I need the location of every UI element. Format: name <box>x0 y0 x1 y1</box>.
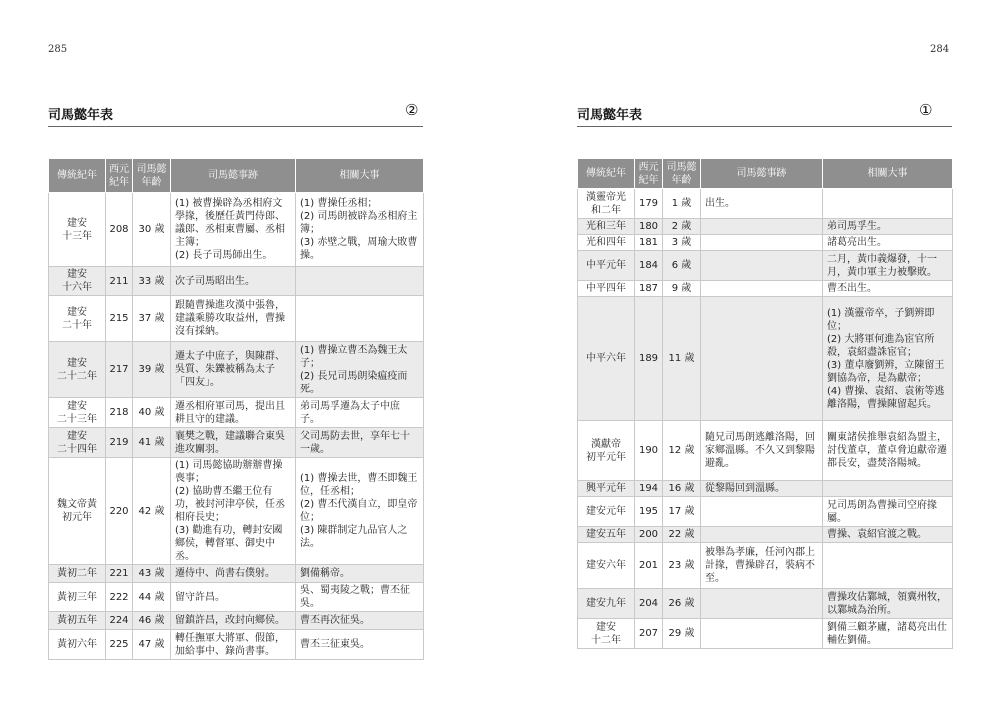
header-age: 司馬懿 年齡 <box>133 159 171 193</box>
table-row <box>49 612 424 630</box>
age-cell: 3 歲 <box>663 235 701 251</box>
table-row <box>578 219 953 235</box>
era-cell: 建安 二十三年 <box>49 398 106 428</box>
table-row <box>49 342 424 398</box>
events-cell <box>296 296 424 342</box>
events-cell: (1) 漢靈帝卒，子劉辨即位； (2) 大將軍何進為宦官所殺，袁紹盡誅宦官； (3) 董卓廢劉辨，立陳留王劉協為帝，是為獻帝； (4) 曹操、袁紹、袁術等逃離洛陽，曹操陳留起兵。 <box>823 297 953 421</box>
page-title: 司馬懿年表 <box>48 108 114 123</box>
table-row <box>49 193 424 267</box>
title-rule <box>48 126 423 127</box>
table-row <box>578 281 953 297</box>
deeds-cell <box>701 497 823 527</box>
events-cell: 兄司馬朗為曹操司空府掾屬。 <box>823 497 953 527</box>
age-cell: 9 歲 <box>663 281 701 297</box>
year-cell: 218 <box>106 398 133 428</box>
age-cell: 46 歲 <box>133 612 171 630</box>
events-cell: 關東諸侯推舉袁紹為盟主，討伐董卓，董卓脅迫獻帝遷都長安，盡焚洛陽城。 <box>823 421 953 481</box>
year-cell: 179 <box>635 189 663 219</box>
events-cell: 曹丕三征東吳。 <box>296 630 424 660</box>
title-rule <box>577 126 952 127</box>
header-year: 西元 紀年 <box>106 159 133 193</box>
era-cell: 興平元年 <box>578 481 635 497</box>
deeds-cell <box>701 251 823 281</box>
age-cell: 37 歲 <box>133 296 171 342</box>
age-cell: 22 歲 <box>663 527 701 543</box>
header-deeds: 司馬懿事跡 <box>171 159 296 193</box>
era-cell: 建安 二十年 <box>49 296 106 342</box>
events-cell: 劉備稱帝。 <box>296 565 424 583</box>
era-cell: 建安 十三年 <box>49 193 106 267</box>
events-cell: 弟司馬孚生。 <box>823 219 953 235</box>
age-cell: 26 歲 <box>663 589 701 619</box>
deeds-cell: 隨兄司馬朗逃離洛陽，回家鄉溫縣。不久又到黎陽避亂。 <box>701 421 823 481</box>
deeds-cell: 留鎮許昌，改封向鄉侯。 <box>171 612 296 630</box>
year-cell: 224 <box>106 612 133 630</box>
year-cell: 208 <box>106 193 133 267</box>
table-row <box>578 421 953 481</box>
header-deeds: 司馬懿事跡 <box>701 159 823 189</box>
chronology-table <box>577 158 953 649</box>
table-row <box>49 565 424 583</box>
deeds-cell: (1) 司馬懿協助辦辦曹操喪事； (2) 協助曹丕繼王位有功，被封河津亭侯，任丞相府長史； (3) 勸進有功，轉封安國鄉侯，轉督軍、御史中丞。 <box>171 458 296 565</box>
age-cell: 17 歲 <box>663 497 701 527</box>
year-cell: 194 <box>635 481 663 497</box>
era-cell: 黃初六年 <box>49 630 106 660</box>
year-cell: 184 <box>635 251 663 281</box>
era-cell: 建安五年 <box>578 527 635 543</box>
events-cell: 曹丕出生。 <box>823 281 953 297</box>
age-cell: 6 歲 <box>663 251 701 281</box>
era-cell: 建安 二十二年 <box>49 342 106 398</box>
era-cell: 黃初五年 <box>49 612 106 630</box>
events-cell: 曹操、袁紹官渡之戰。 <box>823 527 953 543</box>
page-title: 司馬懿年表 <box>577 108 643 123</box>
age-cell: 44 歲 <box>133 583 171 612</box>
table-row <box>49 296 424 342</box>
age-cell: 16 歲 <box>663 481 701 497</box>
age-cell: 40 歲 <box>133 398 171 428</box>
year-cell: 200 <box>635 527 663 543</box>
deeds-cell: 跟隨曹操進攻漢中張魯，建議乘勝攻取益州，曹操沒有採納。 <box>171 296 296 342</box>
deeds-cell <box>701 589 823 619</box>
era-cell: 黃初二年 <box>49 565 106 583</box>
age-cell: 41 歲 <box>133 428 171 458</box>
right-page <box>500 0 999 709</box>
year-cell: 219 <box>106 428 133 458</box>
era-cell: 中平元年 <box>578 251 635 281</box>
deeds-cell <box>701 297 823 421</box>
table-row <box>49 630 424 660</box>
age-cell: 30 歲 <box>133 193 171 267</box>
table-body <box>49 193 424 660</box>
deeds-cell: (1) 被曹操辟為丞相府文學掾，後歷任黃門侍郎、議郎、丞相東曹屬、丞相主簿； (2) 長子司馬師出生。 <box>171 193 296 267</box>
events-cell <box>296 267 424 296</box>
age-cell: 42 歲 <box>133 458 171 565</box>
header-age: 司馬懿 年齡 <box>663 159 701 189</box>
era-cell: 光和三年 <box>578 219 635 235</box>
era-cell: 建安九年 <box>578 589 635 619</box>
table-row <box>578 189 953 219</box>
events-cell: 劉備三顧茅廬，諸葛亮出仕輔佐劉備。 <box>823 619 953 649</box>
events-cell <box>823 481 953 497</box>
era-cell: 建安 十二年 <box>578 619 635 649</box>
table-row <box>578 251 953 281</box>
deeds-cell: 留守許昌。 <box>171 583 296 612</box>
deeds-cell: 遷太子中庶子，與陳群、吳質、朱鑠被稱為太子「四友」。 <box>171 342 296 398</box>
year-cell: 215 <box>106 296 133 342</box>
events-cell <box>823 543 953 589</box>
table-row <box>49 267 424 296</box>
age-cell: 33 歲 <box>133 267 171 296</box>
era-cell: 建安 二十四年 <box>49 428 106 458</box>
year-cell: 221 <box>106 565 133 583</box>
section-number: ② <box>405 101 419 119</box>
table-row <box>578 527 953 543</box>
events-cell: (1) 曹操去世，曹丕即魏王位，任丞相； (2) 曹丕代漢自立，即皇帝位； (3) 陳群制定九品官人之法。 <box>296 458 424 565</box>
deeds-cell: 遷侍中、尚書右僕射。 <box>171 565 296 583</box>
year-cell: 220 <box>106 458 133 565</box>
table-row <box>578 619 953 649</box>
table-row <box>578 481 953 497</box>
age-cell: 2 歲 <box>663 219 701 235</box>
era-cell: 漢獻帝 初平元年 <box>578 421 635 481</box>
table-row <box>49 428 424 458</box>
section-number: ① <box>919 101 933 119</box>
age-cell: 12 歲 <box>663 421 701 481</box>
events-cell: 吳、蜀夷陵之戰；曹丕征吳。 <box>296 583 424 612</box>
age-cell: 39 歲 <box>133 342 171 398</box>
age-cell: 29 歲 <box>663 619 701 649</box>
era-cell: 漢靈帝光 和二年 <box>578 189 635 219</box>
year-cell: 217 <box>106 342 133 398</box>
age-cell: 11 歲 <box>663 297 701 421</box>
deeds-cell <box>701 235 823 251</box>
header-year: 西元 紀年 <box>635 159 663 189</box>
deeds-cell: 轉任撫軍大將軍、假節，加給事中、錄尚書事。 <box>171 630 296 660</box>
era-cell: 中平六年 <box>578 297 635 421</box>
year-cell: 207 <box>635 619 663 649</box>
year-cell: 180 <box>635 219 663 235</box>
year-cell: 211 <box>106 267 133 296</box>
era-cell: 魏文帝黃 初元年 <box>49 458 106 565</box>
page-number: 285 <box>48 44 68 55</box>
era-cell: 建安六年 <box>578 543 635 589</box>
deeds-cell <box>701 219 823 235</box>
year-cell: 189 <box>635 297 663 421</box>
table-row <box>578 543 953 589</box>
header-era: 傳統紀年 <box>49 159 106 193</box>
deeds-cell: 從黎陽回到溫縣。 <box>701 481 823 497</box>
header-events: 相關大事 <box>296 159 424 193</box>
header-era: 傳統紀年 <box>578 159 635 189</box>
table-row <box>49 398 424 428</box>
age-cell: 1 歲 <box>663 189 701 219</box>
era-cell: 光和四年 <box>578 235 635 251</box>
year-cell: 195 <box>635 497 663 527</box>
table-row <box>578 589 953 619</box>
events-cell: (1) 曹操立曹丕為魏王太子； (2) 長兄司馬朗染瘟疫而死。 <box>296 342 424 398</box>
era-cell: 中平四年 <box>578 281 635 297</box>
table-row <box>49 583 424 612</box>
deeds-cell: 出生。 <box>701 189 823 219</box>
events-cell: 曹丕再次征吳。 <box>296 612 424 630</box>
year-cell: 190 <box>635 421 663 481</box>
events-cell: 二月，黃巾義爆發，十一月，黃巾軍主力被擊敗。 <box>823 251 953 281</box>
deeds-cell: 遷丞相府軍司馬，提出且耕且守的建議。 <box>171 398 296 428</box>
era-cell: 建安元年 <box>578 497 635 527</box>
year-cell: 225 <box>106 630 133 660</box>
table-row <box>578 297 953 421</box>
table-body <box>578 189 953 649</box>
table-header-row <box>578 159 953 189</box>
age-cell: 23 歲 <box>663 543 701 589</box>
events-cell: 父司馬防去世，享年七十一歲。 <box>296 428 424 458</box>
year-cell: 204 <box>635 589 663 619</box>
events-cell: 諸葛亮出生。 <box>823 235 953 251</box>
era-cell: 黃初三年 <box>49 583 106 612</box>
deeds-cell: 被舉為孝廉，任河內郡上計掾，曹操辟召，裝病不至。 <box>701 543 823 589</box>
deeds-cell: 襄樊之戰，建議聯合東吳進攻關羽。 <box>171 428 296 458</box>
table-row <box>578 235 953 251</box>
age-cell: 47 歲 <box>133 630 171 660</box>
chronology-table <box>48 158 424 660</box>
year-cell: 181 <box>635 235 663 251</box>
events-cell <box>823 189 953 219</box>
header-events: 相關大事 <box>823 159 953 189</box>
page-number: 284 <box>930 44 950 55</box>
age-cell: 43 歲 <box>133 565 171 583</box>
era-cell: 建安 十六年 <box>49 267 106 296</box>
deeds-cell <box>701 619 823 649</box>
table-header-row <box>49 159 424 193</box>
table-row <box>578 497 953 527</box>
events-cell: 弟司馬孚遷為太子中庶子。 <box>296 398 424 428</box>
events-cell: (1) 曹操任丞相； (2) 司馬朗被辟為丞相府主簿； (3) 赤壁之戰，周瑜大敗曹操。 <box>296 193 424 267</box>
deeds-cell <box>701 527 823 543</box>
year-cell: 187 <box>635 281 663 297</box>
table-row <box>49 458 424 565</box>
deeds-cell: 次子司馬昭出生。 <box>171 267 296 296</box>
year-cell: 201 <box>635 543 663 589</box>
deeds-cell <box>701 281 823 297</box>
events-cell: 曹操攻佔鄴城，領冀州牧，以鄴城為治所。 <box>823 589 953 619</box>
year-cell: 222 <box>106 583 133 612</box>
